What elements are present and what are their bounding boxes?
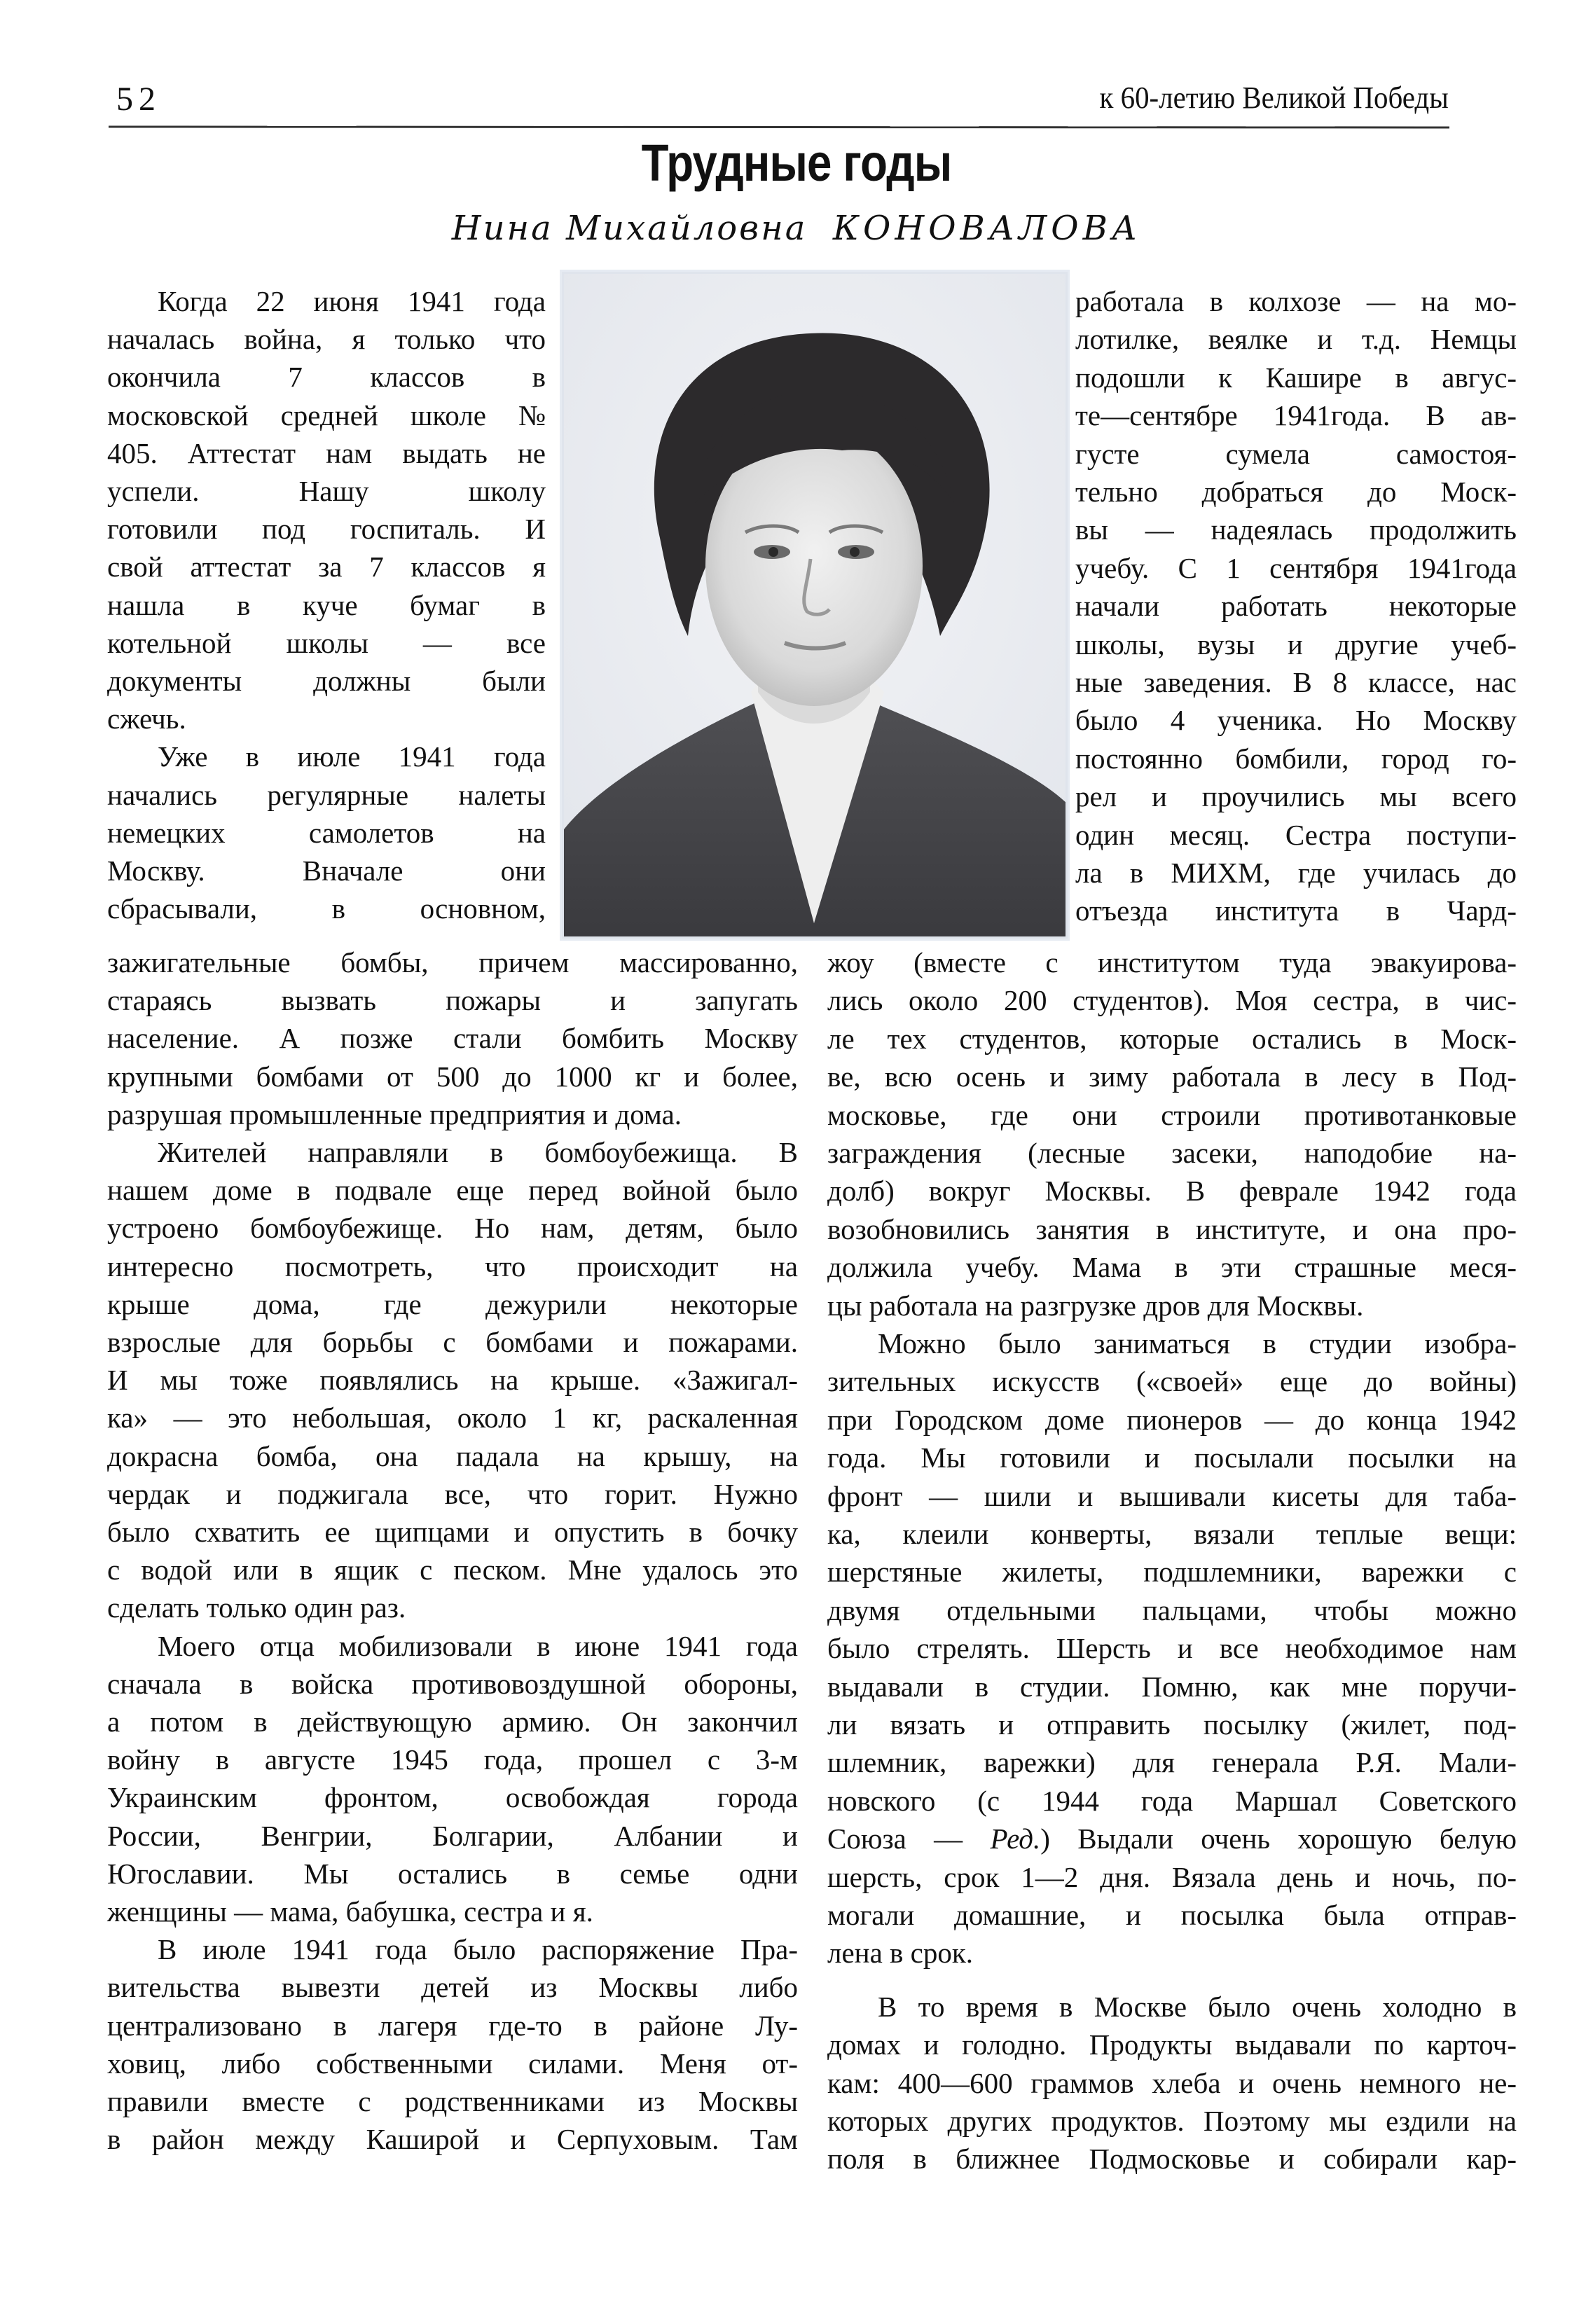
text-line: те—сентябре 1941года. В ав-	[1075, 399, 1517, 432]
text-line: лись около 200 студентов). Моя сестра, в чис-	[827, 984, 1517, 1017]
text-line: постоянно бомбили, город го-	[1075, 742, 1517, 775]
text-line: возобновились занятия в институте, и она про-	[827, 1212, 1517, 1245]
text-line: ные заведения. В 8 классе, нас	[1075, 666, 1517, 698]
text-line: крыше дома, где дежурили некоторые	[107, 1287, 798, 1320]
text-line: крупными бомбами от 500 до 1000 кг и более,	[107, 1060, 798, 1093]
text-line: России, Венгрии, Болгарии, Албании и	[107, 1819, 798, 1852]
author-byline	[0, 209, 1593, 248]
text-line: один месяц. Сестра поступи-	[1075, 818, 1517, 851]
text-line: устроено бомбоубежище. Но нам, детям, было	[107, 1212, 798, 1245]
text-line: Когда 22 июня 1941 года	[158, 285, 546, 317]
text-line: школы, вузы и другие учеб-	[1075, 628, 1517, 660]
text-line: население. А позже стали бомбить Москву	[107, 1022, 798, 1055]
text-line: московской средней школе №	[107, 399, 546, 431]
text-line: в район между Каширой и Серпуховым. Там	[107, 2123, 798, 2156]
text-line: чердак и поджигала все, что горит. Нужно	[107, 1477, 798, 1510]
text-line: тельно добраться до Моск-	[1075, 476, 1517, 508]
text-line: Москву. Вначале они	[107, 855, 546, 887]
text-line: зительных искусств («своей» еще до войны)	[827, 1365, 1517, 1398]
text-line: сжечь.	[107, 703, 186, 735]
text-line: учебу. С 1 сентября 1941года	[1075, 551, 1517, 584]
portrait-photo	[562, 272, 1068, 939]
text-line: выдавали в студии. Помню, как мне поручи-	[827, 1670, 1517, 1703]
text-line: Уже в июле 1941 года	[158, 740, 546, 773]
text-line: И мы тоже появлялись на крыше. «Зажигал-	[107, 1364, 798, 1397]
text-line: сбрасывали, в основном,	[107, 892, 546, 925]
text-line: документы должны были	[107, 665, 546, 697]
text-line: вы — надеялась продолжить	[1075, 513, 1517, 546]
text-line: жоу (вместе с институтом туда эвакуирова-	[827, 946, 1517, 978]
text-line: фронт — шили и вышивали кисеты для таба-	[827, 1479, 1517, 1512]
text-line: цы работала на разгрузке дров для Москвы.	[827, 1289, 1364, 1322]
text-line: Украинским фронтом, освобождая города	[107, 1781, 798, 1814]
author-surname: КОНОВАЛОВА	[832, 209, 1142, 248]
text-line: с водой или в ящик с песком. Мне удалось это	[107, 1554, 798, 1586]
running-header-title: к 60-летию Великой Победы	[1099, 81, 1449, 115]
text-line: года. Мы готовили и посылали посылки на	[827, 1441, 1517, 1474]
text-line: работала в колхозе — на мо-	[1075, 285, 1517, 317]
text-line: которых других продуктов. Поэтому мы ездили на	[827, 2105, 1517, 2137]
page-number: 52	[116, 81, 161, 118]
text-line: вительства вывезти детей из Москвы либо	[107, 1971, 798, 2004]
text-line: ка» — это небольшая, около 1 кг, раскаленная	[107, 1402, 798, 1434]
text-line: ли вязать и отправить посылку (жилет, под-	[827, 1708, 1517, 1741]
text-line: лотилке, веялке и т.д. Немцы	[1075, 323, 1517, 356]
text-line: шерстяные жилеты, подшлемники, варежки с	[827, 1556, 1517, 1589]
text-line: нашла в куче бумаг в	[107, 588, 546, 621]
text-line: сначала в войска противовоздушной обороны,	[107, 1667, 798, 1700]
text-line: немецких самолетов на	[107, 816, 546, 849]
text-line: поля в ближнее Подмосковье и собирали кар-	[827, 2143, 1517, 2176]
portrait-image-icon	[562, 272, 1068, 939]
text-line: ле тех студентов, которые остались в Моск-	[827, 1022, 1517, 1055]
text-line: Моего отца мобилизовали в июне 1941 года	[158, 1629, 798, 1662]
article-title: Трудные годы	[641, 134, 952, 192]
text-line: заграждения (лесные засеки, наподобие на-	[827, 1137, 1517, 1169]
text-line: женщины — мама, бабушка, сестра и я.	[107, 1895, 593, 1928]
text-line: лена в срок.	[827, 1937, 974, 1970]
text-line: ла в МИХМ, где училась до	[1075, 857, 1517, 889]
text-line: котельной школы — все	[107, 626, 546, 659]
text-line: долб) вокруг Москвы. В феврале 1942 года	[827, 1175, 1517, 1208]
text-line: было схватить ее щипцами и опустить в бочку	[107, 1516, 798, 1548]
text-line: начали работать некоторые	[1075, 590, 1517, 623]
text-line: могали домашние, и посылка была отправ-	[827, 1899, 1517, 1931]
text-line: было стрелять. Шерсть и все необходимое нам	[827, 1632, 1517, 1665]
text-line: войну в августе 1945 года, прошел с 3-м	[107, 1743, 798, 1776]
text-line: правили вместе с родственниками из Москвы	[107, 2085, 798, 2117]
text-line: готовили под госпиталь. И	[107, 513, 546, 546]
text-line: Союза — Ред.) Выдали очень хорошую белую	[827, 1822, 1517, 1855]
text-line: отъезда института в Чард-	[1075, 894, 1517, 927]
text-line: зажигательные бомбы, причем массированно,	[107, 946, 798, 978]
text-line: ховиц, либо собственными силами. Меня от-	[107, 2047, 798, 2080]
text-line: а потом в действующую армию. Он закончил	[107, 1706, 798, 1738]
text-line: взрослые для борьбы с бомбами и пожарами.	[107, 1326, 798, 1358]
text-line: шерсть, срок 1—2 дня. Вязала день и ночь, по-	[827, 1860, 1517, 1893]
text-line: при Городском доме пионеров — до конца 1942	[827, 1403, 1517, 1436]
text-line: Югославии. Мы остались в семье одни	[107, 1857, 798, 1890]
text-line: новского (с 1944 года Маршал Советского	[827, 1784, 1517, 1817]
text-line: нашем доме в подвале еще перед войной было	[107, 1174, 798, 1207]
text-line: В июле 1941 года было распоряжение Пра-	[158, 1933, 798, 1966]
text-line: шлемник, варежки) для генерала Р.Я. Мали-	[827, 1746, 1517, 1779]
header-rule	[109, 125, 1449, 128]
text-line: кам: 400—600 граммов хлеба и очень немного не-	[827, 2066, 1517, 2099]
text-line: московье, где они строили противотанковые	[827, 1098, 1517, 1131]
text-line: ве, всю осень и зиму работала в лесу в Под-	[827, 1060, 1517, 1093]
editor-note-abbrev: Ред.	[990, 1822, 1041, 1855]
author-given-names: Нина Михайловна	[451, 209, 808, 248]
text-line: было 4 ученика. Но Москву	[1075, 704, 1517, 737]
text-line: двумя отдельными пальцами, чтобы можно	[827, 1593, 1517, 1626]
text-line: Жителей направляли в бомбоубежища. В	[158, 1136, 798, 1168]
text-line: стараясь вызвать пожары и запугать	[107, 984, 798, 1017]
text-line: рел и проучились мы всего	[1075, 780, 1517, 813]
text-line: разрушая промышленные предприятия и дома.	[107, 1098, 682, 1130]
text-line: Можно было заниматься в студии изобра-	[878, 1327, 1517, 1360]
text-line: подошли к Кашире в авгус-	[1075, 361, 1517, 394]
text-line: густе сумела самостоя-	[1075, 437, 1517, 470]
text-line: домах и голодно. Продукты выдавали по карточ-	[827, 2028, 1517, 2061]
text-line: свой аттестат за 7 классов я	[107, 551, 546, 583]
text-line: интересно посмотреть, что происходит на	[107, 1250, 798, 1282]
text-line: окончила 7 классов в	[107, 361, 546, 394]
text-line: 405. Аттестат нам выдать не	[107, 436, 546, 469]
text-line: В то время в Москве было очень холодно в	[878, 1990, 1517, 2023]
text-line: сделать только один раз.	[107, 1591, 406, 1624]
text-line: докрасна бомба, она падала на крышу, на	[107, 1439, 798, 1472]
text-line: началась война, я только что	[107, 323, 546, 356]
text-line: должила учебу. Мама в эти страшные меся-	[827, 1251, 1517, 1284]
text-line: успели. Нашу школу	[107, 475, 546, 507]
text-line: начались регулярные налеты	[107, 778, 546, 811]
text-line: централизовано в лагеря где-то в районе Лу-	[107, 2009, 798, 2042]
text-line: ка, клеили конверты, вязали теплые вещи:	[827, 1518, 1517, 1550]
